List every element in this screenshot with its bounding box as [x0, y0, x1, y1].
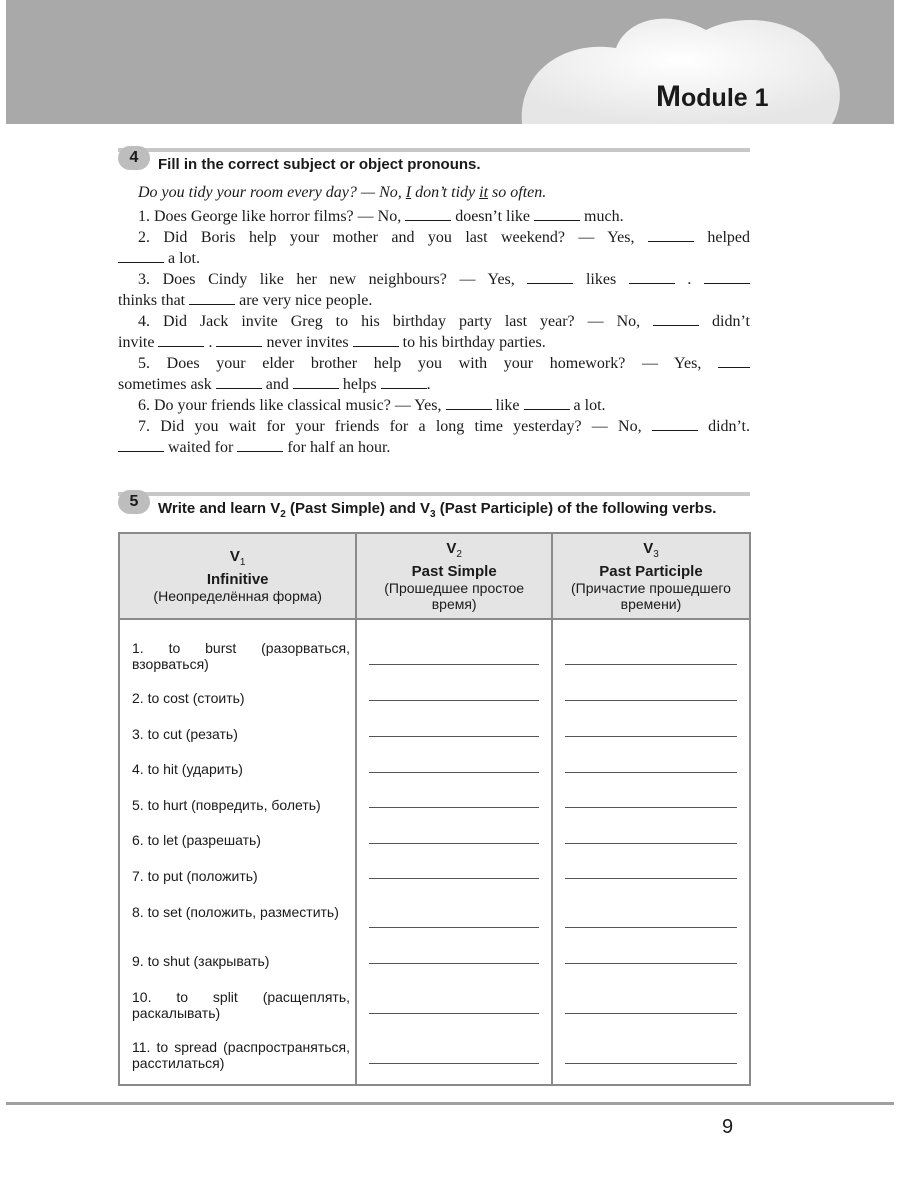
verb-item: 8. to set (положить, разместить): [132, 904, 339, 920]
answer-blank[interactable]: [446, 395, 492, 410]
answer-blank[interactable]: [704, 269, 750, 284]
answer-blank[interactable]: [189, 290, 235, 305]
answer-line[interactable]: [565, 1063, 737, 1064]
answer-blank[interactable]: [718, 353, 750, 368]
sentence-2: 2. Did Boris help your mother and you last weekend? — Yes, helped: [138, 229, 750, 246]
answer-line[interactable]: [369, 772, 539, 773]
past-simple-column: [356, 619, 552, 1085]
answer-line[interactable]: [369, 736, 539, 737]
answer-blank[interactable]: [405, 206, 451, 221]
verb-item: 11. to spread (распространяться, расстилаться): [132, 1039, 350, 1071]
sentence-7: 7. Did you wait for your friends for a long time yesterday? — No, didn’t.: [138, 418, 751, 435]
answer-blank[interactable]: [524, 395, 570, 410]
column-header-infinitive: $V_1$ Infinitive (Неопределённая форма): [119, 533, 356, 619]
answer-blank[interactable]: [293, 374, 339, 389]
answer-blank[interactable]: [118, 437, 164, 452]
answer-blank[interactable]: [118, 248, 164, 263]
answer-line[interactable]: [369, 843, 539, 844]
page-number: 9: [722, 1116, 734, 1138]
column-header-past-simple: $V_2$ Past Simple (Прошедшее простое время): [356, 533, 552, 619]
answer-line[interactable]: [369, 878, 539, 879]
answer-line[interactable]: [565, 927, 737, 928]
answer-line[interactable]: [565, 807, 737, 808]
sentence-5-cont: sometimes ask and helps .: [118, 376, 431, 393]
sentence-5: 5. Does your elder brother help you with your homework? — Yes,: [138, 353, 750, 374]
module-title: Module 1: [656, 80, 769, 113]
answer-blank[interactable]: [216, 332, 262, 347]
exercise-5-header: [118, 492, 750, 522]
answer-blank[interactable]: [653, 311, 699, 326]
answer-blank[interactable]: [527, 269, 573, 284]
answer-line[interactable]: [565, 664, 737, 665]
exercise-number-badge: 5: [118, 490, 150, 514]
answer-line[interactable]: [565, 843, 737, 844]
table-body-row: [119, 619, 750, 1085]
answer-line[interactable]: [369, 700, 539, 701]
past-participle-column: [552, 619, 750, 1085]
exercise-4-header: [118, 148, 750, 178]
verb-item: 5. to hurt (повредить, болеть): [132, 797, 321, 813]
exercise-title: Write and learn $V_2$ (Past Simple) and $V_3$ (Past Participle) of the following verbs.: [158, 500, 717, 520]
section-rule: [118, 492, 750, 496]
verb-item: 9. to shut (закрывать): [132, 953, 270, 969]
sentence-4: 4. Did Jack invite Greg to his birthday party last year? — No, didn’t: [138, 313, 750, 330]
verb-item: 10. to split (расщеплять, раскалывать): [132, 989, 350, 1021]
verb-table: [118, 532, 751, 1086]
section-rule: [118, 148, 750, 152]
example-sentence: Do you tidy your room every day? — No, I don’t tidy it so often.: [138, 184, 547, 201]
answer-line[interactable]: [565, 772, 737, 773]
verb-item: 4. to hit (ударить): [132, 761, 243, 777]
verb-item: 6. to let (разрешать): [132, 832, 261, 848]
answer-line[interactable]: [369, 927, 539, 928]
answer-blank[interactable]: [216, 374, 262, 389]
answer-blank[interactable]: [652, 416, 698, 431]
answer-line[interactable]: [565, 736, 737, 737]
answer-line[interactable]: [369, 807, 539, 808]
table-header-row: [119, 533, 750, 619]
exercise-title: Fill in the correct subject or object pronouns.: [158, 156, 481, 173]
sentence-1: 1. Does George like horror films? — No, doesn’t like much.: [138, 208, 624, 225]
sentence-3: 3. Does Cindy like her new neighbours? — Yes, likes .: [138, 269, 750, 290]
sentence-4-cont: invite . never invites to his birthday parties.: [118, 334, 546, 351]
exercise-number-badge: 4: [118, 146, 150, 170]
sentence-7-cont: waited for for half an hour.: [118, 437, 750, 458]
sentence-2-cont: a lot.: [118, 248, 750, 269]
header-band: [6, 0, 894, 124]
answer-line[interactable]: [565, 878, 737, 879]
answer-line[interactable]: [369, 664, 539, 665]
answer-blank[interactable]: [629, 269, 675, 284]
answer-blank[interactable]: [158, 332, 204, 347]
infinitive-column: [119, 619, 356, 1085]
answer-line[interactable]: [369, 963, 539, 964]
verb-item: 3. to cut (резать): [132, 726, 238, 742]
answer-line[interactable]: [369, 1013, 539, 1014]
answer-blank[interactable]: [534, 206, 580, 221]
verb-item: 1. to burst (разорваться, взорваться): [132, 640, 350, 672]
answer-blank[interactable]: [648, 227, 694, 242]
answer-line[interactable]: [565, 963, 737, 964]
answer-line[interactable]: [565, 700, 737, 701]
footer-rule: [6, 1102, 894, 1105]
answer-blank[interactable]: [381, 374, 427, 389]
column-header-past-participle: $V_3$ Past Participle (Причастие прошедшего времени): [552, 533, 750, 619]
answer-blank[interactable]: [237, 437, 283, 452]
verb-item: 2. to cost (стоить): [132, 690, 245, 706]
verb-item: 7. to put (положить): [132, 868, 258, 884]
sentence-3-cont: thinks that are very nice people.: [118, 292, 373, 309]
answer-blank[interactable]: [353, 332, 399, 347]
answer-line[interactable]: [369, 1063, 539, 1064]
answer-line[interactable]: [565, 1013, 737, 1014]
sentence-6: 6. Do your friends like classical music? — Yes, like a lot.: [138, 397, 606, 414]
